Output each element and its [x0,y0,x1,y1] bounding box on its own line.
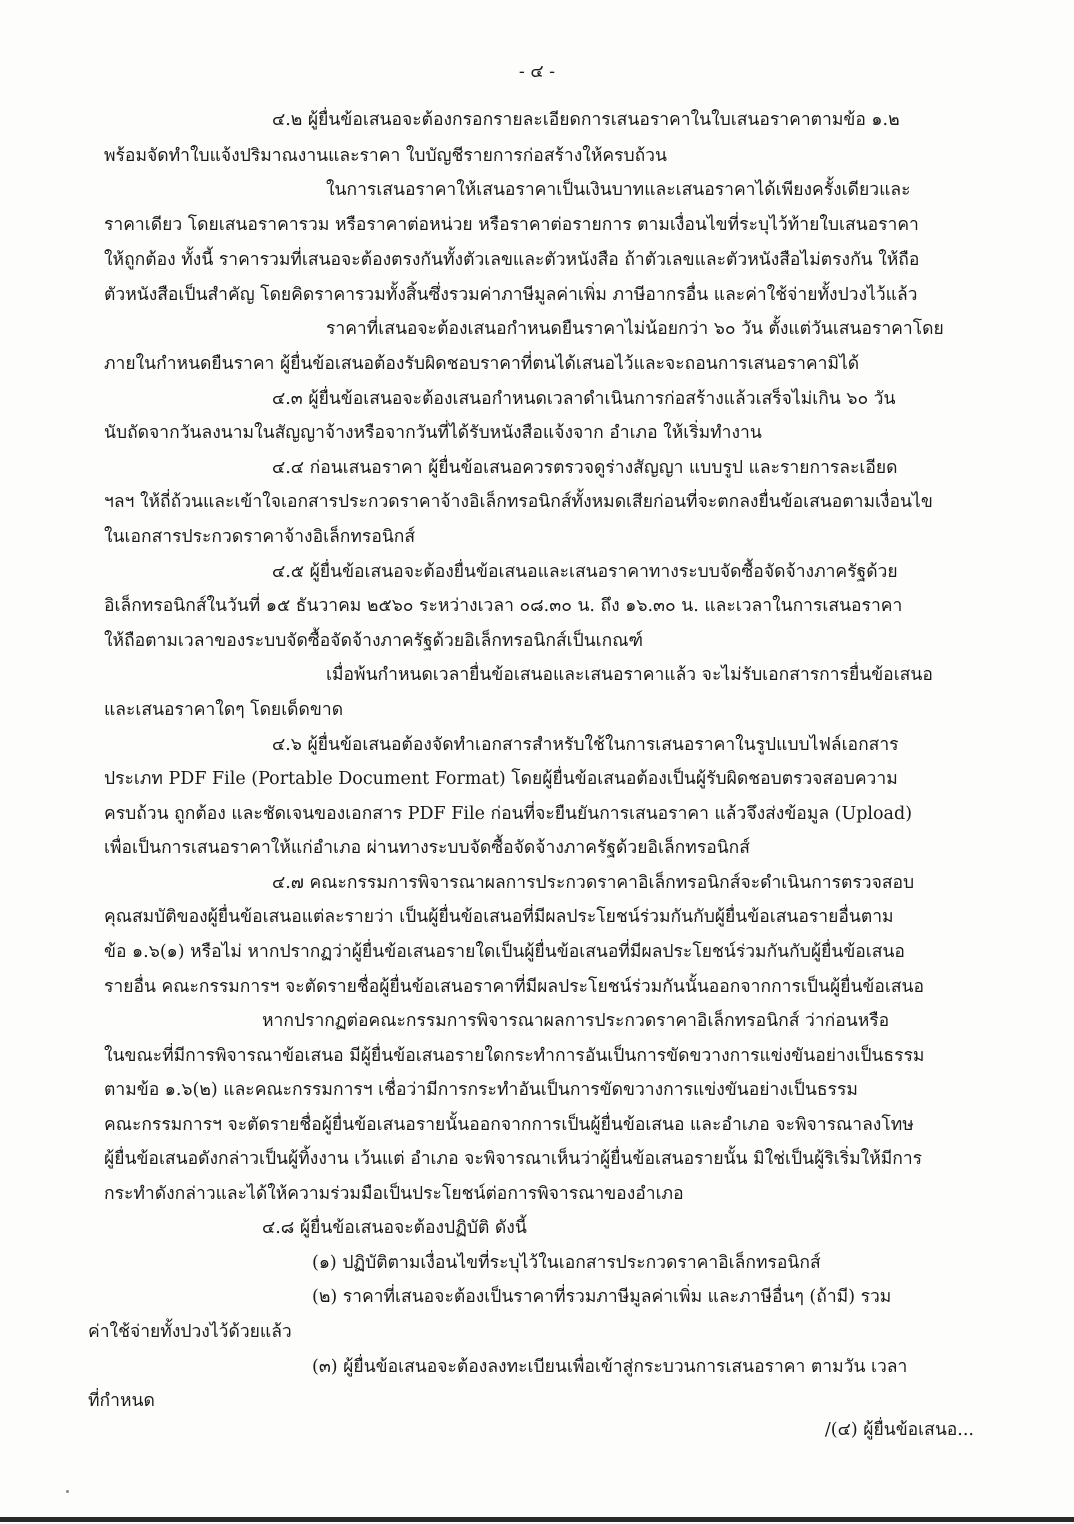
clause-4-7-line-4: รายอื่น คณะกรรมการฯ จะตัดรายชื่อผู้ยื่นข้อเสนอราคาที่มีผลประโยชน์ร่วมกันนั้นออกจากการเป็นผู้ยื่นข้อเสนอ [104,977,925,997]
clause-4-7-line-3: ข้อ ๑.๖(๑) หรือไม่ หากปรากฏว่าผู้ยื่นข้อเสนอรายใดเป็นผู้ยื่นข้อเสนอที่มีผลประโยชน์ร่วมกันกับผู้ยื่นข้อเสนอ [104,942,905,962]
clause-4-7-line-9: ผู้ยื่นข้อเสนอดังกล่าวเป็นผู้ทิ้งงาน เว้นแต่ อำเภอ จะพิจารณาเห็นว่าผู้ยื่นข้อเสนอรายนั้น มิใช่เป็นผู้ริเริ่มให้มีการ [104,1149,923,1169]
clause-4-2-line-2: พร้อมจัดทำใบแจ้งปริมาณงานและราคา ใบบัญชีรายการก่อสร้างให้ครบถ้วน [104,146,667,166]
page-number: - ๔ - [518,62,556,82]
clause-4-6-line-2: ประเภท PDF File (Portable Document Format) โดยผู้ยื่นข้อเสนอต้องเป็นผู้รับผิดชอบตรวจสอบความ [104,769,898,789]
clause-4-4-line-2: ฯลฯ ให้ถี่ถ้วนและเข้าใจเอกสารประกวดราคาจ้างอิเล็กทรอนิกส์ทั้งหมดเสียก่อนที่จะตกลงยื่นข้อเสนอตามเงื่อนไข [104,492,933,512]
clause-4-7-line-7: ตามข้อ ๑.๖(๒) และคณะกรรมการฯ เชื่อว่ามีการกระทำอันเป็นการขัดขวางการแข่งขันอย่างเป็นธรรม [104,1080,858,1100]
clause-4-8-line-1: ๔.๘ ผู้ยื่นข้อเสนอจะต้องปฏิบัติ ดังนี้ [262,1218,527,1238]
clause-4-7-line-1: ๔.๗ คณะกรรมการพิจารณาผลการประกวดราคาอิเล็กทรอนิกส์จะดำเนินการตรวจสอบ [272,873,915,893]
clause-4-5-line-3: ให้ถือตามเวลาของระบบจัดซื้อจัดจ้างภาครัฐด้วยอิเล็กทรอนิกส์เป็นเกณฑ์ [104,631,644,651]
clause-4-2-line-5: ให้ถูกต้อง ทั้งนี้ ราคารวมที่เสนอจะต้องตรงกันทั้งตัวเลขและตัวหนังสือ ถ้าตัวเลขและตัวหนังสือไม่ตรงกัน ให้ถือ [104,250,920,270]
clause-4-7-line-8: คณะกรรมการฯ จะตัดรายชื่อผู้ยื่นข้อเสนอรายนั้นออกจากการเป็นผู้ยื่นข้อเสนอ และอำเภอ จะพิจารณาลงโทษ [104,1115,914,1135]
clause-4-7-line-6: ในขณะที่มีการพิจารณาข้อเสนอ มีผู้ยื่นข้อเสนอรายใดกระทำการอันเป็นการขัดขวางการแข่งขันอย่างเป็นธรรม [104,1046,925,1066]
clause-4-6-line-3: ครบถ้วน ถูกต้อง และชัดเจนของเอกสาร PDF File ก่อนที่จะยืนยันการเสนอราคา แล้วจึงส่งข้อมูล (Upload) [104,804,913,824]
clause-4-2-line-1: ๔.๒ ผู้ยื่นข้อเสนอจะต้องกรอกรายละเอียดการเสนอราคาในใบเสนอราคาตามข้อ ๑.๒ [272,110,900,130]
clause-4-4-line-3: ในเอกสารประกวดราคาจ้างอิเล็กทรอนิกส์ [104,527,416,547]
clause-4-8-item-3-line-1: (๓) ผู้ยื่นข้อเสนอจะต้องลงทะเบียนเพื่อเข้าสู่กระบวนการเสนอราคา ตามวัน เวลา [312,1357,908,1377]
clause-4-8-item-1: (๑) ปฏิบัติตามเงื่อนไขที่ระบุไว้ในเอกสารประกวดราคาอิเล็กทรอนิกส์ [312,1253,821,1273]
clause-4-5-line-5: และเสนอราคาใดๆ โดยเด็ดขาด [104,700,344,720]
clause-4-2-line-3: ในการเสนอราคาให้เสนอราคาเป็นเงินบาทและเสนอราคาได้เพียงครั้งเดียวและ [326,180,911,200]
clause-4-8-item-2-line-2: ค่าใช้จ่ายทั้งปวงไว้ด้วยแล้ว [88,1322,292,1342]
clause-4-2-line-4: ราคาเดียว โดยเสนอราคารวม หรือราคาต่อหน่วย หรือราคาต่อรายการ ตามเงื่อนไขที่ระบุไว้ท้ายใบเสนอราคา [104,215,919,235]
clause-4-7-line-5: หากปรากฏต่อคณะกรรมการพิจารณาผลการประกวดราคาอิเล็กทรอนิกส์ ว่าก่อนหรือ [262,1011,890,1031]
clause-4-5-line-4: เมื่อพ้นกำหนดเวลายื่นข้อเสนอและเสนอราคาแล้ว จะไม่รับเอกสารการยื่นข้อเสนอ [326,665,933,685]
clause-4-7-line-2: คุณสมบัติของผู้ยื่นข้อเสนอแต่ละรายว่า เป็นผู้ยื่นข้อเสนอที่มีผลประโยชน์ร่วมกันกับผู้ยื่นข้อเสนอรายอื่นตาม [104,907,894,927]
clause-4-7-line-10: กระทำดังกล่าวและได้ให้ความร่วมมือเป็นประโยชน์ต่อการพิจารณาของอำเภอ [104,1184,684,1204]
continuation-note: /(๔) ผู้ยื่นข้อเสนอ... [824,1420,974,1440]
clause-4-6-line-4: เพื่อเป็นการเสนอราคาให้แก่อำเภอ ผ่านทางระบบจัดซื้อจัดจ้างภาครัฐด้วยอิเล็กทรอนิกส์ [104,838,750,858]
clause-4-5-line-2: อิเล็กทรอนิกส์ในวันที่ ๑๕ ธันวาคม ๒๕๖๐ ระหว่างเวลา ๐๘.๓๐ น. ถึง ๑๖.๓๐ น. และเวลาในการเสนอราคา [104,596,903,616]
clause-4-3-line-2: นับถัดจากวันลงนามในสัญญาจ้างหรือจากวันที่ได้รับหนังสือแจ้งจาก อำเภอ ให้เริ่มทำงาน [104,423,762,443]
clause-4-4-line-1: ๔.๔ ก่อนเสนอราคา ผู้ยื่นข้อเสนอควรตรวจดูร่างสัญญา แบบรูป และรายการละเอียด [272,458,898,478]
clause-4-5-line-1: ๔.๕ ผู้ยื่นข้อเสนอจะต้องยื่นข้อเสนอและเสนอราคาทางระบบจัดซื้อจัดจ้างภาครัฐด้วย [272,562,898,582]
clause-4-2-line-8: ภายในกำหนดยืนราคา ผู้ยื่นข้อเสนอต้องรับผิดชอบราคาที่ตนได้เสนอไว้และจะถอนการเสนอราคามิได้ [104,354,860,374]
clause-4-8-item-2-line-1: (๒) ราคาที่เสนอจะต้องเป็นราคาที่รวมภาษีมูลค่าเพิ่ม และภาษีอื่นๆ (ถ้ามี) รวม [312,1287,892,1307]
clause-4-2-line-7: ราคาที่เสนอจะต้องเสนอกำหนดยืนราคาไม่น้อยกว่า ๖๐ วัน ตั้งแต่วันเสนอราคาโดย [326,319,944,339]
clause-4-8-item-3-line-2: ที่กำหนด [88,1391,155,1411]
scan-speck [66,1490,69,1493]
clause-4-3-line-1: ๔.๓ ผู้ยื่นข้อเสนอจะต้องเสนอกำหนดเวลาดำเนินการก่อสร้างแล้วเสร็จไม่เกิน ๖๐ วัน [272,389,896,409]
scan-bottom-edge [0,1517,1074,1522]
clause-4-6-line-1: ๔.๖ ผู้ยื่นข้อเสนอต้องจัดทำเอกสารสำหรับใช้ในการเสนอราคาในรูปแบบไฟล์เอกสาร [272,735,899,755]
clause-4-2-line-6: ตัวหนังสือเป็นสำคัญ โดยคิดราคารวมทั้งสิ้นซึ่งรวมค่าภาษีมูลค่าเพิ่ม ภาษีอากรอื่น และค่าใช้จ่ายทั้งปวงไว้แล้ว [104,285,918,305]
